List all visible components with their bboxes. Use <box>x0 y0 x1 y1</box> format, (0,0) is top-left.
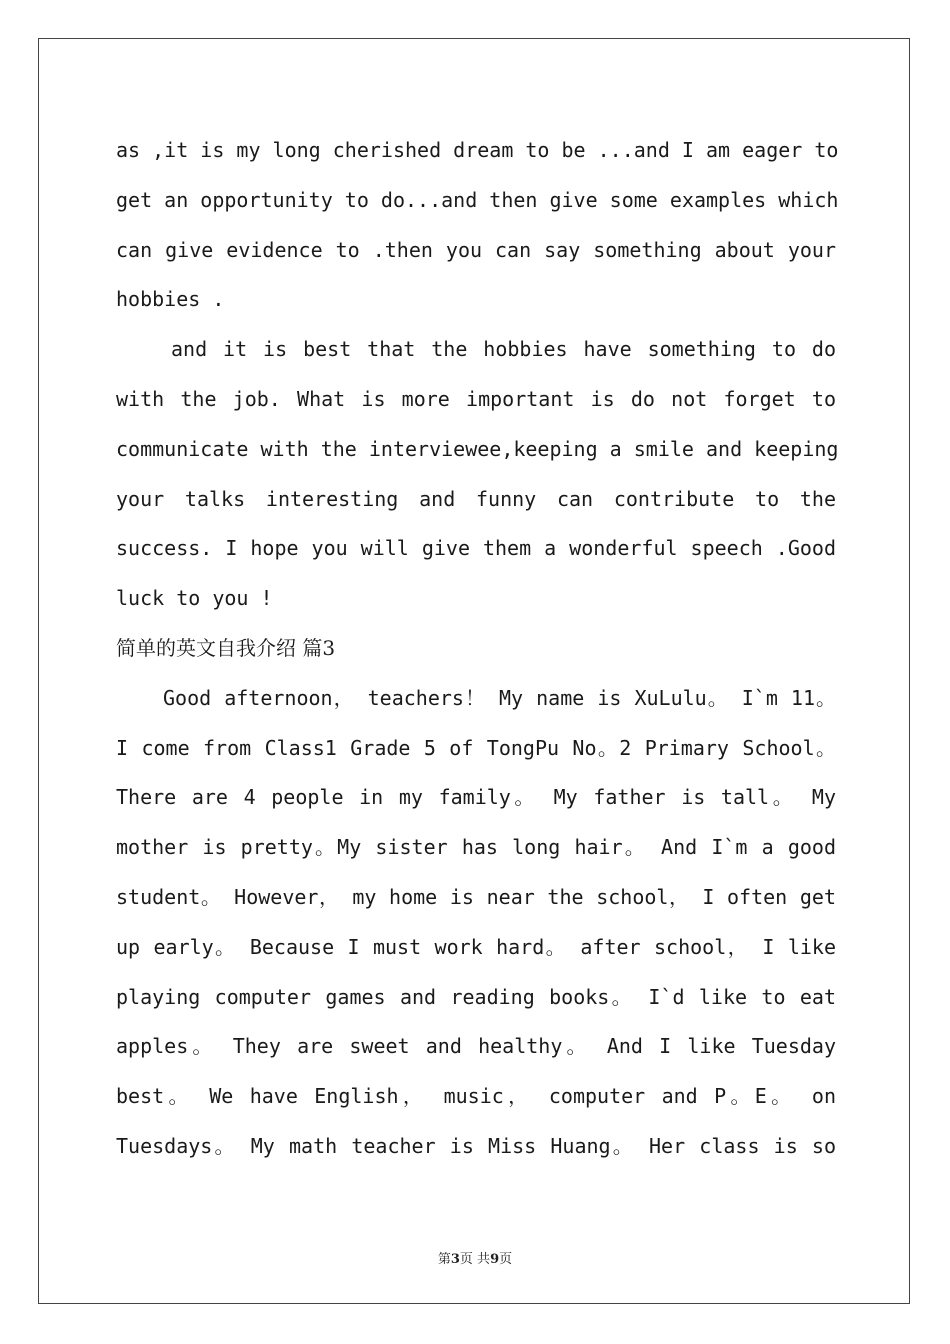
text-line: up early。 Because I must work hard。 after school， I like <box>116 934 836 959</box>
text-line: hobbies . <box>116 287 225 312</box>
section-heading: 简单的英文自我介绍 篇3 <box>116 635 336 660</box>
text-line: with the job. What is more important is do not forget to <box>116 386 836 411</box>
document-body <box>116 126 839 1172</box>
text-line: your talks interesting and funny can contribute to the <box>116 486 836 511</box>
text-line: mother is pretty。My sister has long hair。 And I`m a good <box>116 835 836 860</box>
paragraph-3 <box>116 674 836 1172</box>
text-line: success. I hope you will give them a wonderful speech .Good <box>116 536 836 561</box>
total-page-count: 9 <box>490 1252 500 1267</box>
footer-suffix: 页 <box>499 1252 513 1267</box>
paragraph-2 <box>116 325 839 624</box>
text-line: I come from Class1 Grade 5 of TongPu No。2 Primary School。 <box>116 735 836 760</box>
text-line: and it is best that the hobbies have something to do <box>171 337 836 362</box>
text-line: best。 We have English， music， computer and P。E。 on <box>116 1084 836 1109</box>
text-line: get an opportunity to do...and then give some examples which <box>116 187 839 212</box>
text-line: luck to you ! <box>116 586 273 611</box>
text-line: playing computer games and reading books。 I`d like to eat <box>116 984 836 1009</box>
footer-prefix: 第 <box>437 1252 451 1267</box>
text-line: Good afternoon， teachers！ My name is XuLulu。 I`m 11。 <box>163 685 836 710</box>
text-line: Tuesdays。 My math teacher is Miss Huang。 Her class is so <box>116 1133 836 1158</box>
page-footer <box>0 1248 950 1267</box>
text-line: as ,it is my long cherished dream to be ...and I am eager to <box>116 138 839 162</box>
text-line: apples。 They are sweet and healthy。 And I like Tuesday <box>116 1034 836 1059</box>
text-line: There are 4 people in my family。 My father is tall。 My <box>116 785 836 810</box>
paragraph-1 <box>116 126 839 325</box>
text-line: student。 However， my home is near the school， I often get <box>116 884 836 909</box>
text-line: can give evidence to .then you can say something about your <box>116 237 836 262</box>
text-line: communicate with the interviewee,keeping a smile and keeping <box>116 436 839 461</box>
footer-middle: 页 共 <box>459 1252 491 1267</box>
current-page-number: 3 <box>450 1252 460 1267</box>
